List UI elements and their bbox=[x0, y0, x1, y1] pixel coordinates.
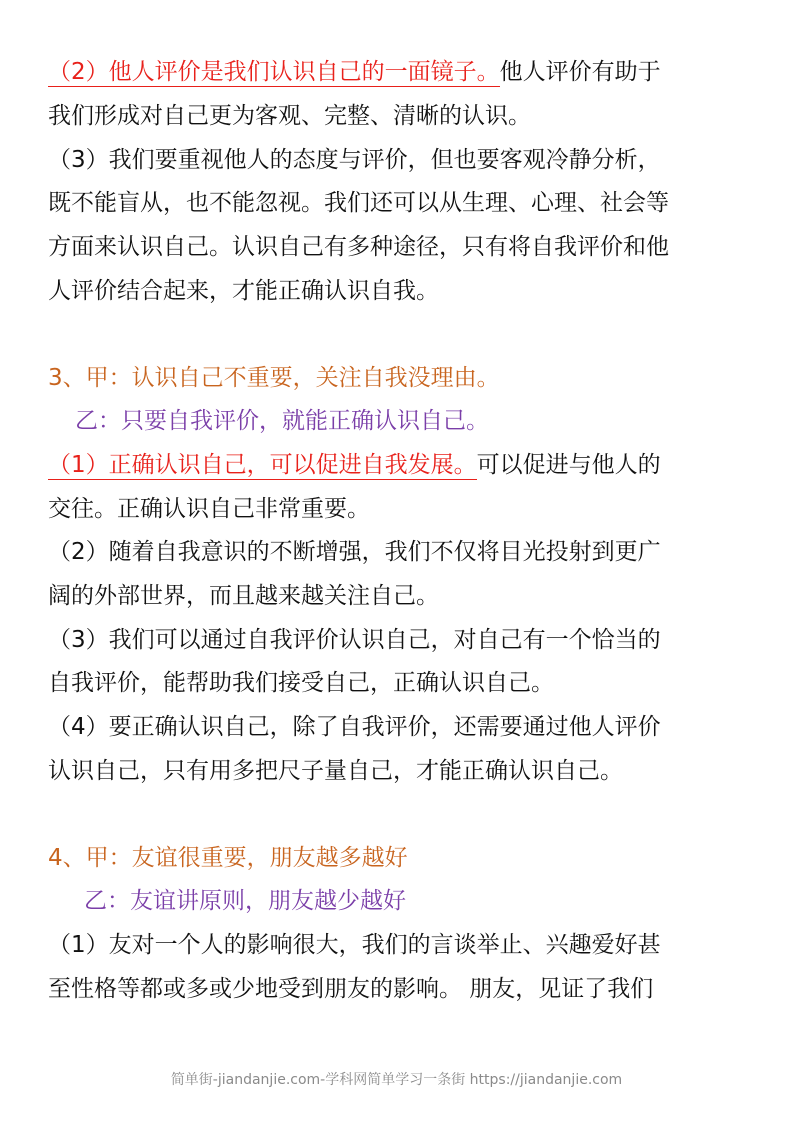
paragraph-line: （1）友对一个人的影响很大，我们的言谈举止、兴趣爱好甚 bbox=[48, 932, 661, 958]
question-jia: 3、甲：认识自己不重要，关注自我没理由。 bbox=[48, 365, 500, 391]
highlighted-statement: （1）正确认识自己，可以促进自我发展。 bbox=[48, 452, 477, 478]
question-yi: 乙：友谊讲原则，朋友越少越好 bbox=[84, 888, 406, 914]
question-jia: 4、甲：友谊很重要，朋友越多越好 bbox=[48, 845, 408, 871]
paragraph-line: 自我评价，能帮助我们接受自己，正确认识自己。 bbox=[48, 670, 554, 696]
paragraph-line: （2）随着自我意识的不断增强，我们不仅将目光投射到更广 bbox=[48, 539, 661, 565]
question-yi: 乙：只要自我评价，就能正确认识自己。 bbox=[75, 408, 489, 434]
paragraph-line: 交往。正确认识自己非常重要。 bbox=[48, 496, 370, 522]
paragraph-text: 可以促进与他人的 bbox=[476, 452, 661, 478]
paragraph-line bbox=[48, 57, 748, 87]
paragraph-line: （4）要正确认识自己，除了自我评价，还需要通过他人评价 bbox=[48, 714, 661, 740]
paragraph-line: 人评价结合起来，才能正确认识自我。 bbox=[48, 278, 439, 304]
paragraph-line: （3）我们要重视他人的态度与评价，但也要客观冷静分析， bbox=[48, 147, 661, 173]
paragraph-text: 他人评价有助于 bbox=[499, 59, 661, 85]
paragraph-line bbox=[48, 450, 748, 480]
paragraph-line: （3）我们可以通过自我评价认识自己，对自己有一个恰当的 bbox=[48, 627, 661, 653]
highlighted-statement: （2）他人评价是我们认识自己的一面镜子。 bbox=[48, 59, 500, 85]
paragraph-line: 方面来认识自己。认识自己有多种途径，只有将自我评价和他 bbox=[48, 234, 669, 260]
paragraph-line: 既不能盲从，也不能忽视。我们还可以从生理、心理、社会等 bbox=[48, 190, 669, 216]
paragraph-line: 我们形成对自己更为客观、完整、清晰的认识。 bbox=[48, 103, 531, 129]
page-footer: 简单街-jiandanjie.com-学科网简单学习一条街 https://jiandanjie.com bbox=[170, 1072, 623, 1088]
paragraph-line: 认识自己，只有用多把尺子量自己，才能正确认识自己。 bbox=[48, 758, 623, 784]
paragraph-line: 至性格等都或多或少地受到朋友的影响。 朋友，见证了我们 bbox=[48, 976, 654, 1002]
paragraph-line: 阔的外部世界，而且越来越关注自己。 bbox=[48, 583, 439, 609]
